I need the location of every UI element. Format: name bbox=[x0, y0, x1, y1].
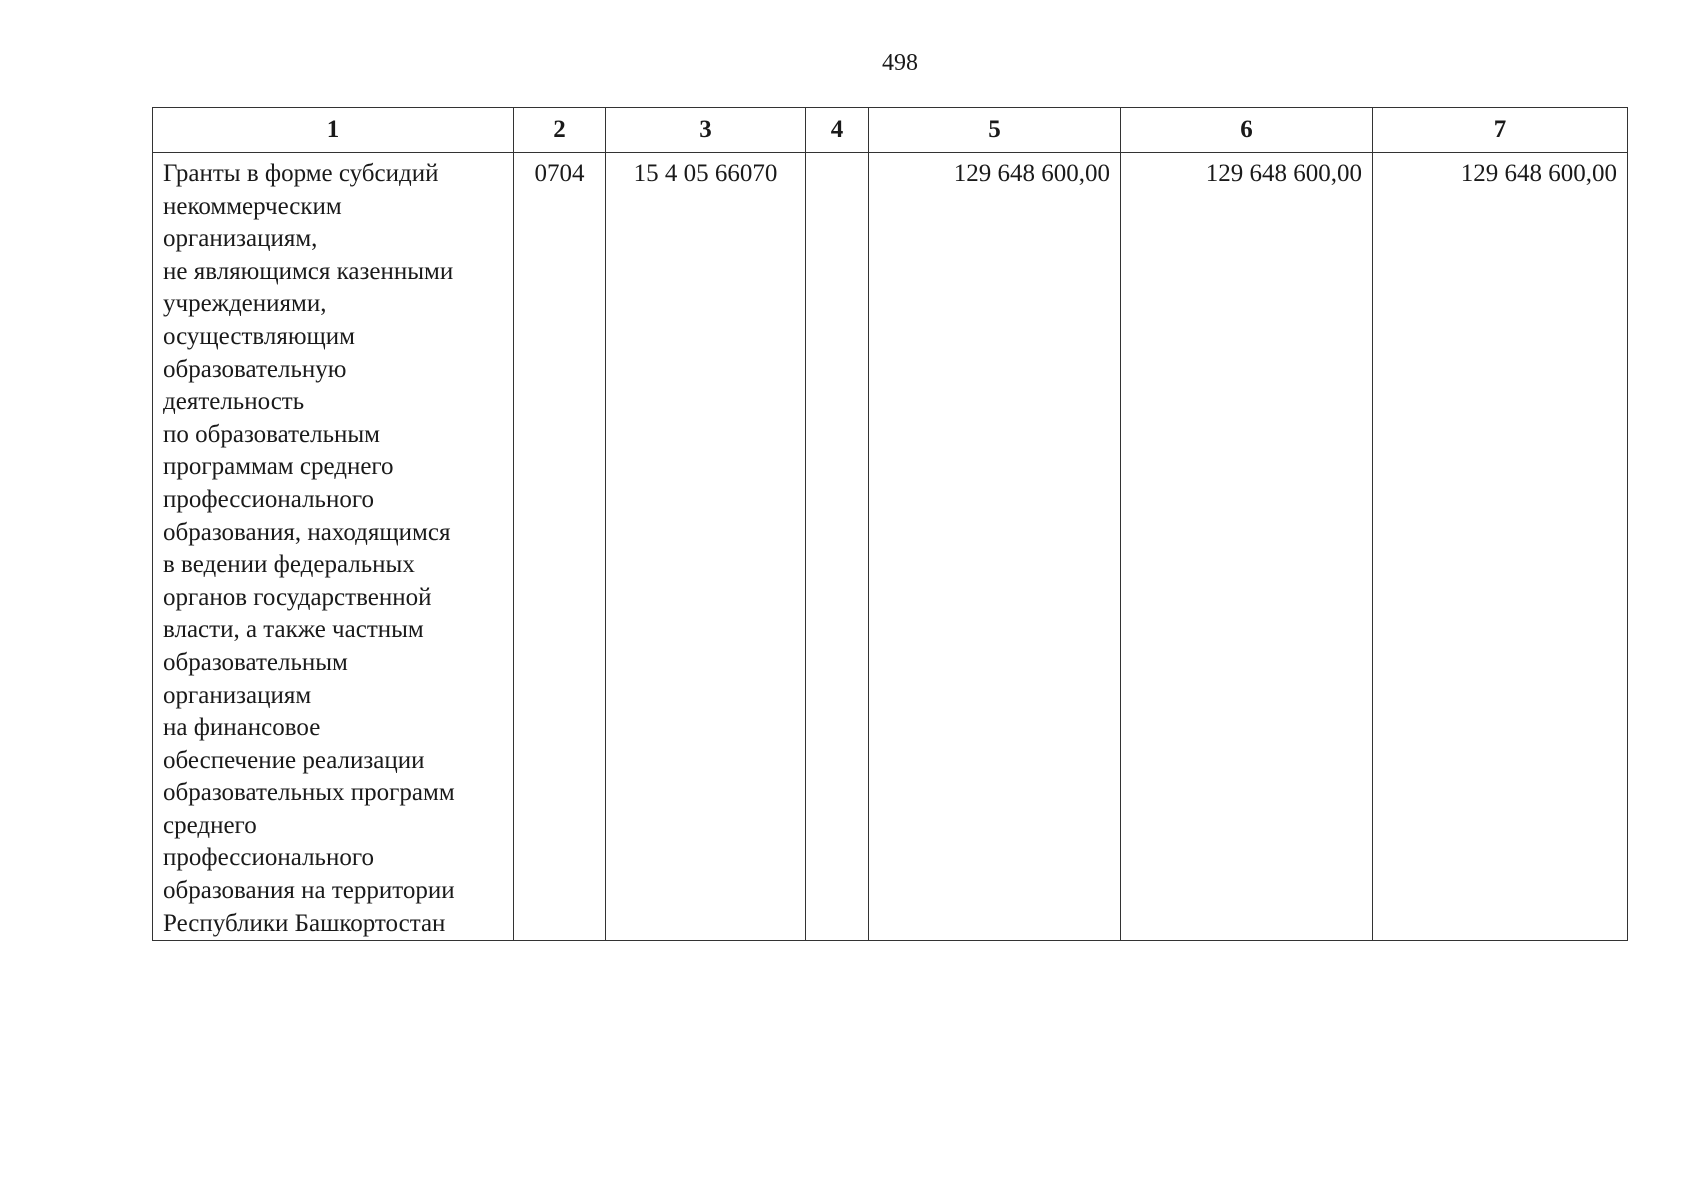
description-line: профессионального bbox=[163, 844, 374, 872]
description-line: на финансовое bbox=[163, 714, 321, 742]
table-header-row bbox=[153, 108, 1628, 153]
budget-table bbox=[152, 107, 1628, 941]
column-header-1: 1 bbox=[153, 108, 514, 153]
description-line: учреждениями, bbox=[163, 290, 327, 318]
section-code-cell: 0704 bbox=[514, 153, 606, 941]
description-line: обеспечение реализации bbox=[163, 746, 425, 774]
column-header-3: 3 bbox=[606, 108, 806, 153]
description-line: образования, находящимся bbox=[163, 518, 451, 546]
description-line: деятельность bbox=[163, 388, 305, 416]
description-line: осуществляющим bbox=[163, 322, 355, 350]
column-header-6: 6 bbox=[1121, 108, 1373, 153]
description-line: в ведении федеральных bbox=[163, 551, 415, 579]
amount-cell-6: 129 648 600,00 bbox=[1121, 153, 1373, 941]
column-header-4: 4 bbox=[806, 108, 869, 153]
description-line: среднего bbox=[163, 811, 257, 839]
description-line: программам среднего bbox=[163, 453, 394, 481]
description-line: образовательным bbox=[163, 648, 348, 676]
amount-cell-5: 129 648 600,00 bbox=[869, 153, 1121, 941]
description-cell bbox=[153, 153, 514, 941]
description-line: образовательных программ bbox=[163, 779, 455, 807]
description-line: Гранты в форме субсидий bbox=[163, 160, 439, 187]
table-row bbox=[153, 153, 1628, 941]
target-code-cell: 15 4 05 66070 bbox=[606, 153, 806, 941]
page-number: 498 bbox=[882, 50, 918, 76]
description-line: по образовательным bbox=[163, 420, 380, 448]
description-line: власти, а также частным bbox=[163, 616, 424, 644]
amount-cell-7: 129 648 600,00 bbox=[1373, 153, 1628, 941]
description-line: Республики Башкортостан bbox=[163, 909, 446, 937]
description-line: организациям bbox=[163, 681, 312, 709]
description-line: образования на территории bbox=[163, 877, 455, 905]
description-line: некоммерческим bbox=[163, 192, 342, 220]
expense-type-cell bbox=[806, 153, 869, 941]
column-header-5: 5 bbox=[869, 108, 1121, 153]
description-line: организациям, bbox=[163, 225, 318, 253]
description-line: профессионального bbox=[163, 485, 374, 513]
description-line: органов государственной bbox=[163, 583, 432, 611]
description-line: образовательную bbox=[163, 355, 347, 383]
description-line: не являющимся казенными bbox=[163, 257, 454, 285]
column-header-7: 7 bbox=[1373, 108, 1628, 153]
column-header-2: 2 bbox=[514, 108, 606, 153]
